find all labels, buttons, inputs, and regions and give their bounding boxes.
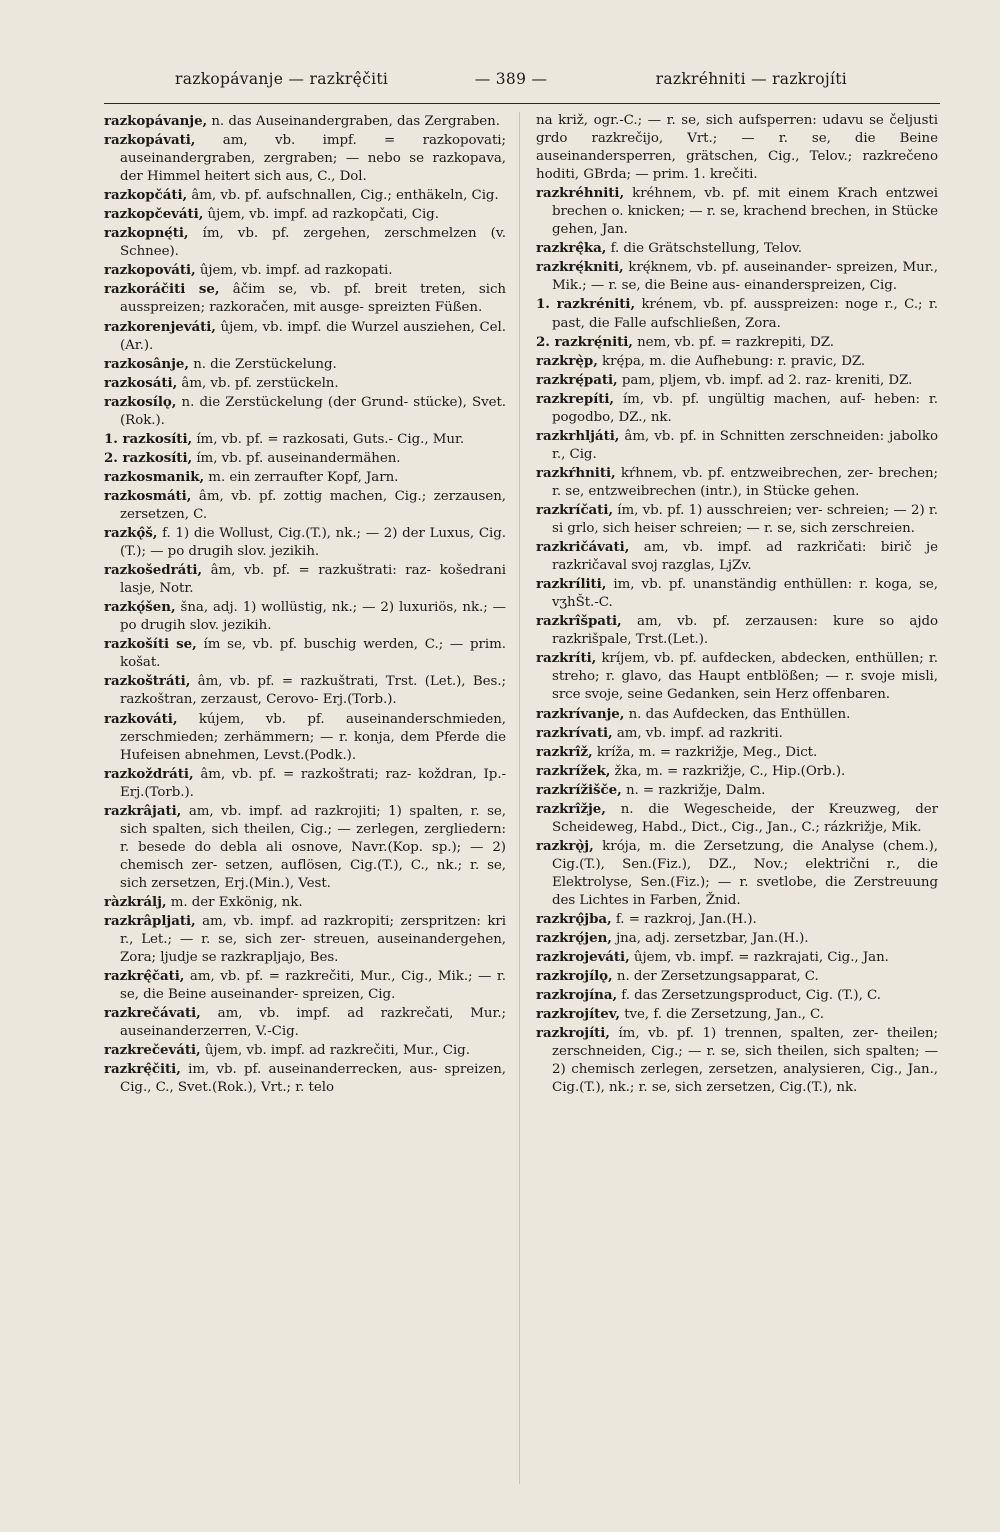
dictionary-entry [104, 449, 506, 468]
left-column [104, 112, 506, 1097]
entry-headword: razkosáti, [104, 374, 178, 391]
dictionary-entry [536, 1005, 938, 1024]
dictionary-entry [536, 239, 938, 258]
entry-definition: f. = razkroj, Jan.(H.). [611, 912, 757, 928]
entry-headword: razkríčati, [536, 501, 613, 518]
entry-headword: razkŕhniti, [536, 464, 616, 481]
entry-headword: razkréhniti, [536, 185, 625, 202]
entry-headword: razkosmáti, [104, 487, 192, 504]
dictionary-entry [536, 427, 938, 464]
entry-headword: razkováti, [104, 710, 178, 727]
dictionary-entry [104, 468, 506, 487]
entry-definition: am, vb. impf. ad razkrečati, Mur.; auseinanderzerren, V.-Cig. [120, 1006, 506, 1040]
entry-definition: ûjem, vb. impf. ad razkopati. [195, 263, 393, 279]
dictionary-entry [104, 487, 506, 524]
entry-definition: âm, vb. pf. = razkuštrati: raz- košedrani lasje, Notr. [120, 563, 506, 597]
entry-headword: razkrǫ̂jba, [536, 911, 612, 928]
entry-headword: razkrę́kniti, [536, 259, 624, 276]
entry-headword: razkoštráti, [104, 673, 191, 690]
dictionary-entry [104, 1060, 506, 1097]
entry-headword: razkrížišče, [536, 781, 622, 798]
entry-headword: razkrojíti, [536, 1025, 610, 1042]
entry-headword: razkrečávati, [104, 1005, 201, 1022]
dictionary-entry [104, 635, 506, 672]
entry-definition: kŕhnem, vb. pf. entzweibrechen, zer- brechen; r. se, entzweibrechen (intr.), in Stücke gehen. [552, 465, 938, 499]
entry-headword: razkopávati, [104, 132, 196, 149]
entry-definition: n. das Auseinandergraben, das Zergraben. [207, 114, 500, 129]
dictionary-entry [104, 205, 506, 224]
entry-definition: ím, vb. pf. = razkosati, Guts.- Cig., Mur. [192, 431, 465, 447]
entry-definition: m. ein zerraufter Kopf, Jarn. [204, 469, 399, 485]
entry-headword: razkríti, [536, 650, 597, 667]
entry-definition: n. die Zerstückelung. [188, 356, 337, 372]
entry-definition: ím, vb. pf. ungültig machen, auf- heben: r. pogodbo, DZ., nk. [552, 391, 938, 425]
entry-headword: razkoždráti, [104, 765, 194, 782]
entry-definition: ûjem, vb. impf. ad razkrečiti, Mur., Cig. [200, 1043, 470, 1059]
entry-definition: im, vb. pf. unanständig enthüllen: r. koga, se, vʒhŠt.-C. [552, 577, 938, 611]
dictionary-entry [536, 258, 938, 295]
page-number: — 389 — [474, 70, 548, 88]
entry-definition: šna, adj. 1) wollüstig, nk.; — 2) luxuriös, nk.; — po drugih slov. jezikih. [120, 600, 506, 634]
dictionary-entry [536, 837, 938, 910]
entry-definition: n. die Zerstückelung (der Grund- stücke), Svet.(Rok.). [120, 394, 506, 428]
dictionary-entry [104, 912, 506, 967]
dictionary-entry [104, 374, 506, 393]
entry-definition: ím, vb. pf. 1) trennen, spalten, zer- theilen; zerschneiden, Cig.; — r. se, sich theilen, sich spalten; — 2) chemisch zerlegen, zersetzen, analysieren, Cig., Jan., Cig.(T.), nk.; r. se, sich zersetzen, Cig.(T.), nk. [552, 1026, 938, 1096]
entry-definition: âčim se, vb. pf. breit treten, sich ausspreizen; razkoračen, mit ausge- spreizten Füßen. [120, 282, 506, 316]
entry-definition: âm, vb. pf. = razkuštrati, Trst. (Let.), Bes.; razkoštran, zerzaust, Cerovo- Erj.(Torb.). [120, 674, 506, 708]
entry-definition: f. 1) die Wollust, Cig.(T.), nk.; — 2) der Luxus, Cig.(T.); — po drugih slov. jezikih. [120, 526, 506, 560]
entry-definition: f. die Grätschstellung, Telov. [606, 241, 803, 257]
entry-headword: razkošíti se, [104, 636, 197, 653]
entry-headword: razkǫ́šen, [104, 599, 176, 616]
entry-headword: razkričávati, [536, 539, 630, 556]
entry-definition: žka, m. = razkrižje, C., Hip.(Orb.). [610, 763, 846, 779]
entry-headword: razkrîžje, [536, 800, 606, 817]
header-rule [104, 103, 940, 104]
dictionary-entry [104, 1004, 506, 1041]
entry-headword: razkrepíti, [536, 390, 615, 407]
dictionary-entry [104, 355, 506, 374]
dictionary-entry [536, 986, 938, 1005]
entry-definition: ím, vb. pf. auseinandermähen. [192, 450, 401, 466]
running-head-right: razkréhniti — razkrojíti [655, 70, 847, 88]
dictionary-entry [104, 131, 506, 186]
dictionary-entry [104, 710, 506, 765]
dictionary-entry [536, 501, 938, 538]
entry-definition: tve, f. die Zersetzung, Jan., C. [620, 1007, 824, 1023]
entry-definition: am, vb. impf. = razkopovati; auseinandergraben, zergraben; — nebo se razkopava, der Himmel heitert sich aus, C., Dol. [120, 133, 506, 185]
dictionary-entry [104, 967, 506, 1004]
dictionary-entry [104, 524, 506, 561]
running-head [175, 70, 847, 100]
entry-headword: razkoráčiti se, [104, 281, 220, 298]
entry-headword: 2. razkosíti, [104, 449, 193, 466]
dictionary-entry [104, 1041, 506, 1060]
entry-headword: razkrečeváti, [104, 1042, 201, 1059]
entry-definition: n. der Zersetzungsapparat, C. [612, 969, 819, 985]
entry-headword: razkrę̀p, [536, 352, 598, 369]
entry-definition: n. das Aufdecken, das Enthüllen. [624, 706, 851, 722]
entry-definition: ím, vb. pf. zergehen, zerschmelzen (v. Schnee). [120, 226, 506, 260]
entry-definition: nem, vb. pf. = razkrepiti, DZ. [632, 334, 835, 350]
entry-definition: na križ, ogr.-C.; — r. se, sich aufsperren: udavu se čeljusti grdo razkrečijo, Vrt.; — r. se, die Beine auseinandersperren, grätschen, Cig., Telov.; razkrečeno hoditi, GBrda; — prim. 1. krečiti. [536, 113, 938, 183]
dictionary-entry [104, 672, 506, 709]
dictionary-entry [536, 295, 938, 332]
entry-headword: razkrę̂čati, [104, 968, 185, 985]
dictionary-entry [536, 538, 938, 575]
entry-headword: razkrǫ̀j, [536, 837, 594, 854]
entry-headword: razkrîšpati, [536, 613, 622, 630]
dictionary-entry [104, 598, 506, 635]
entry-headword: razkǫ̂š, [104, 525, 158, 542]
running-head-left: razkopávanje — razkrę̂čiti [175, 70, 389, 88]
entry-headword: 1. razkosíti, [104, 430, 193, 447]
entry-headword: razkrhljáti, [536, 427, 620, 444]
entry-headword: razkrîž, [536, 743, 593, 760]
entry-definition: m. der Exkönig, nk. [166, 894, 303, 910]
entry-headword: razkrojína, [536, 987, 618, 1004]
entry-definition: ûjem, vb. impf. = razkrajati, Cig., Jan. [629, 950, 889, 966]
entry-headword: razkrojítev, [536, 1006, 620, 1023]
dictionary-entry [536, 781, 938, 800]
entry-headword: razkrę̂ka, [536, 240, 607, 257]
dictionary-entry [536, 649, 938, 704]
entry-headword: razkrǫ́jen, [536, 930, 612, 947]
entry-headword: razkosmanik, [104, 468, 205, 485]
entry-definition: n. = razkrižje, Dalm. [621, 782, 766, 798]
entry-definition: am, vb. pf. zerzausen: kure so ajdo razkrišpale, Trst.(Let.). [552, 614, 938, 648]
entry-headword: razkosílǫ, [104, 393, 177, 410]
entry-definition: âm, vb. pf. zerstückeln. [177, 375, 339, 391]
entry-headword: razkrížek, [536, 762, 611, 779]
dictionary-entry [536, 929, 938, 948]
entry-headword: razkrâjati, [104, 802, 182, 819]
entry-headword: razkorenjeváti, [104, 318, 216, 335]
entry-definition: krę́pa, m. die Aufhebung: r. pravic, DZ. [597, 353, 866, 369]
dictionary-entry [536, 743, 938, 762]
entry-definition: am, vb. pf. = razkrečiti, Mur., Cig., Mik.; — r. se, die Beine auseinander- spreizen, Cig. [120, 969, 506, 1003]
dictionary-entry [536, 575, 938, 612]
dictionary-entry [536, 112, 938, 184]
entry-definition: jna, adj. zersetzbar, Jan.(H.). [611, 931, 809, 947]
dictionary-entry [536, 184, 938, 239]
entry-definition: f. das Zersetzungsproduct, Cig. (T.), C. [617, 988, 881, 1004]
dictionary-entry [104, 765, 506, 802]
entry-headword: razkopávanje, [104, 113, 208, 129]
dictionary-entry [536, 371, 938, 390]
entry-headword: razkopnę́ti, [104, 225, 189, 242]
entry-definition: kríža, m. = razkrižje, Meg., Dict. [592, 744, 818, 760]
column-divider [519, 112, 520, 1484]
dictionary-entry [536, 612, 938, 649]
dictionary-entry [104, 802, 506, 893]
entry-definition: âm, vb. pf. in Schnitten zerschneiden: jabolko r., Cig. [552, 428, 938, 462]
entry-definition: âm, vb. pf. aufschnallen, Cig.; enthäkeln, Cig. [187, 188, 499, 204]
entry-headword: razkrę́pati, [536, 371, 618, 388]
entry-definition: ûjem, vb. impf. ad razkopčati, Cig. [203, 207, 439, 223]
dictionary-entry [536, 948, 938, 967]
entry-definition: pam, pljem, vb. impf. ad 2. raz- kreniti, DZ. [617, 372, 913, 388]
dictionary-entry [104, 561, 506, 598]
entry-headword: ràzkrálj, [104, 893, 167, 910]
entry-definition: âm, vb. pf. = razkoštrati; raz- koždran, Ip.-Erj.(Torb.). [120, 766, 506, 800]
dictionary-entry [104, 224, 506, 261]
dictionary-entry [536, 800, 938, 837]
right-column [536, 112, 938, 1097]
entry-headword: razkopčeváti, [104, 206, 204, 223]
entry-headword: razkrojeváti, [536, 949, 630, 966]
entry-headword: 2. razkrę́niti, [536, 333, 633, 350]
entry-definition: krója, m. die Zersetzung, die Analyse (chem.), Cig.(T.), Sen.(Fiz.), DZ., Nov.; električni r., die Elektrolyse, Sen.(Fiz.); — r. svetlobe, die Zerstreuung des Lichtes in Farben, Žnid. [552, 838, 938, 908]
entry-definition: ím, vb. pf. 1) ausschreien; ver- schreien; — 2) r. si grlo, sich heiser schreien; — r. se, sich zerschreien. [552, 502, 938, 537]
entry-definition: ím se, vb. pf. buschig werden, C.; — prim. košat. [120, 637, 506, 671]
dictionary-entry [104, 112, 506, 131]
entry-headword: razkríliti, [536, 576, 607, 593]
entry-definition: am, vb. impf. ad razkrojiti; 1) spalten, r. se, sich spalten, sich theilen, Cig.; — zerlegen, zergliedern: r. besede do debla ali osnove, Navr.(Kop. sp.); — 2) chemisch zer- setzen, auflösen, Cig.(T.), C., nk.; r. se, sich zersetzen, Erj.(Min.), Vest. [120, 803, 506, 891]
entry-headword: razkopováti, [104, 262, 196, 279]
entry-definition: im, vb. pf. auseinanderrecken, aus- spreizen, Cig., C., Svet.(Rok.), Vrt.; r. telo [120, 1062, 506, 1096]
dictionary-entry [536, 1024, 938, 1097]
dictionary-entry [536, 464, 938, 501]
dictionary-entry [104, 430, 506, 449]
dictionary-entry [536, 724, 938, 743]
dictionary-entry [104, 393, 506, 430]
entry-definition: am, vb. impf. ad razkričati: birič je razkričaval svoj razglas, LjZv. [552, 540, 938, 574]
dictionary-entry [536, 352, 938, 371]
entry-definition: krénem, vb. pf. ausspreizen: noge r., C.; r. past, die Falle aufschließen, Zora. [552, 297, 939, 331]
entry-definition: kríjem, vb. pf. aufdecken, abdecken, enthüllen; r. streho; r. glavo, das Haupt entblößen; — r. svoje misli, srce svoje, seine Gedanken, sein Herz offenbaren. [552, 651, 938, 703]
dictionary-entry [104, 893, 506, 912]
entry-headword: razkrojílǫ, [536, 968, 613, 985]
entry-headword: razkrívanje, [536, 705, 625, 722]
entry-definition: âm, vb. pf. zottig machen, Cig.; zerzausen, zersetzen, C. [120, 488, 506, 522]
entry-definition: kréhnem, vb. pf. mit einem Krach entzwei brechen o. knicken; — r. se, krachend brechen, in Stücke gehen, Jan. [552, 186, 938, 238]
dictionary-entry [536, 910, 938, 929]
entry-headword: 1. razkréniti, [536, 296, 636, 313]
dictionary-entry [536, 390, 938, 427]
entry-definition: krę́knem, vb. pf. auseinander- spreizen, Mur., Mik.; — r. se, die Beine aus- einanderspreizen, Cig. [552, 260, 938, 294]
dictionary-entry [536, 333, 938, 352]
dictionary-entry [536, 705, 938, 724]
entry-definition: kújem, vb. pf. auseinanderschmieden, zerschmieden; zerhämmern; — r. konja, dem Pferde die Hufeisen abnehmen, Levst.(Podk.). [120, 711, 506, 763]
dictionary-entry [104, 280, 506, 317]
dictionary-entry [536, 967, 938, 986]
dictionary-entry [536, 762, 938, 781]
entry-headword: razkrę̂čiti, [104, 1061, 181, 1078]
entry-definition: n. die Wegescheide, der Kreuzweg, der Scheideweg, Habd., Dict., Cig., Jan., C.; rázkrižje, Mik. [552, 801, 938, 835]
dictionary-entry [104, 186, 506, 205]
entry-headword: razkosânje, [104, 355, 189, 372]
dictionary-entry [104, 318, 506, 355]
entry-headword: razkošedráti, [104, 562, 202, 579]
entry-definition: am, vb. impf. ad razkropiti; zerspritzen: kri r., Let.; — r. se, sich zer- streuen, auseinandergehen, Zora; ljudje se razkrapljajo, Bes. [120, 914, 506, 966]
entry-headword: razkopčáti, [104, 187, 188, 204]
dictionary-entry [104, 261, 506, 280]
entry-headword: razkrívati, [536, 724, 613, 741]
entry-definition: am, vb. impf. ad razkriti. [612, 725, 783, 741]
entry-definition: ûjem, vb. impf. die Wurzel ausziehen, Cel.(Ar.). [120, 319, 506, 353]
entry-headword: razkrâpljati, [104, 913, 196, 930]
